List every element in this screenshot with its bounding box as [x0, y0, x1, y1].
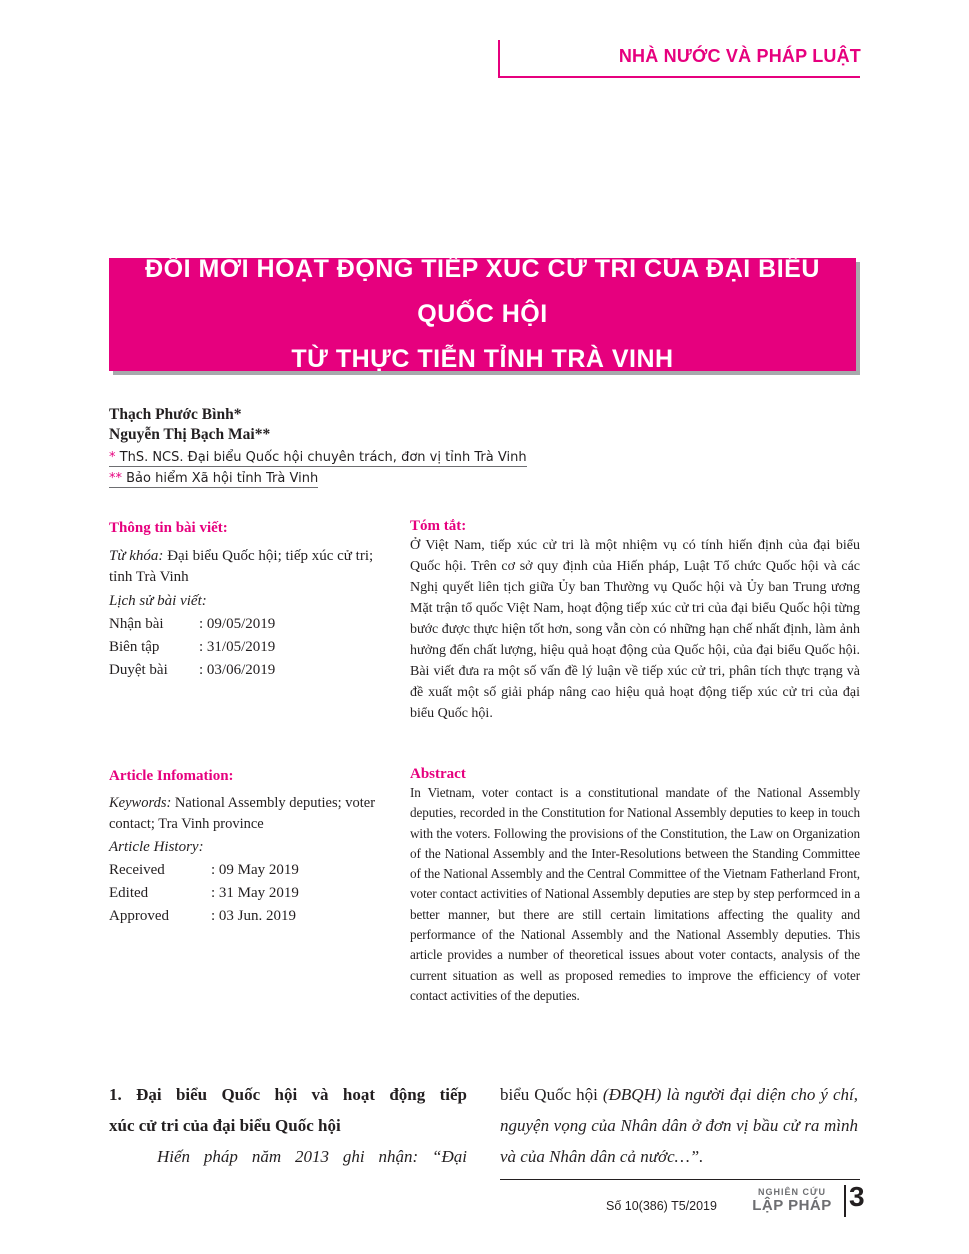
history-label: Article History: [109, 839, 204, 855]
article-info-heading: Thông tin bài viết: [109, 520, 228, 536]
history-key: Duyệt bài [109, 662, 168, 678]
author-affiliation [109, 471, 318, 488]
keywords-label: Keywords: [109, 795, 172, 811]
history-row [109, 883, 377, 904]
journal-logo-bottom: LẬP PHÁP [752, 1197, 832, 1214]
issue-info: Số 10(386) T5/2019 [606, 1199, 717, 1213]
history-list [109, 614, 377, 681]
history-row [109, 860, 377, 881]
keywords-label: Từ khóa: [109, 548, 164, 564]
body-paragraph: Hiến pháp năm 2013 ghi nhận: “Đại [157, 1147, 467, 1166]
keywords-text: Đại biểu Quốc hội; tiếp xúc cử tri; tỉnh Trà Vinh [109, 548, 374, 585]
history-row [109, 637, 377, 658]
history-key: Edited [109, 885, 149, 901]
journal-logo-top: NGHIÊN CỨU [758, 1187, 826, 1197]
section-label: NHÀ NƯỚC VÀ PHÁP LUẬT [618, 46, 861, 66]
history-value: : 09 May 2019 [211, 862, 299, 878]
history-key: Nhận bài [109, 616, 164, 632]
keywords-block [109, 793, 377, 835]
history-key: Received [109, 862, 165, 878]
header-rule-vertical [498, 40, 500, 78]
title-line-2: TỪ THỰC TIỄN TỈNH TRÀ VINH [291, 345, 674, 373]
history-value: : 31/05/2019 [199, 639, 276, 655]
affiliation-text: ThS. NCS. Đại biểu Quốc hội chuyên trách, đơn vị tỉnh Trà Vinh [119, 450, 527, 465]
title-line-1: ĐỔI MỚI HOẠT ĐỘNG TIẾP XÚC CỬ TRI CỦA ĐẠI BIỂU QUỐC HỘI [145, 255, 820, 328]
keywords-block [109, 546, 377, 588]
history-value: : 03 Jun. 2019 [211, 908, 297, 924]
article-info-en [109, 766, 377, 927]
body-paragraph [500, 1079, 858, 1172]
page-number-separator [844, 1185, 846, 1217]
affiliation-mark: ** [109, 471, 122, 486]
history-row [109, 906, 377, 927]
history-row [109, 614, 377, 635]
keywords-text: National Assembly deputies; voter contact; Tra Vinh province [109, 795, 376, 832]
history-value: : 09/05/2019 [199, 616, 276, 632]
header-rule-horizontal [500, 76, 860, 78]
summary-vi [410, 518, 860, 724]
section-heading-cont: xúc cử tri của đại biểu Quốc hội [109, 1116, 341, 1135]
summary-text: Ở Việt Nam, tiếp xúc cử tri là một nhiệm vụ có tính hiến định của đại biểu Quốc hội. Trên cơ sở quy định của Hiến pháp, Luật Tổ chức Quốc hội và các Nghị quyết liên tịch giữa Ủy ban Thường vụ Quốc hội và Ủy ban Trung ương Mặt trận tổ quốc Việt Nam, hoạt động tiếp xúc cử tri của đại biểu Quốc hội từng bước được thực hiện tốt hơn, song vẫn còn có những hạn chế nhất định, làm ảnh hưởng đến chất lượng, hiệu quả hoạt động của Quốc hội, của đại biểu Quốc hội. Bài viết đưa ra một số vấn đề lý luận về tiếp xúc cử tri, phân tích thực trạng và đề xuất một số giải pháp nâng cao hiệu quả hoạt động tiếp xúc cử tri của đại biểu Quốc hội. [410, 538, 860, 721]
body-column-left [109, 1079, 467, 1172]
body-text-italic: (ĐBQH) là người đại diện cho ý chí, nguyện vọng của Nhân dân ở đơn vị bầu cử ra mình và của Nhân dân cả nước…”. [500, 1085, 858, 1166]
abstract-en [410, 766, 860, 1006]
abstract-heading: Abstract [410, 766, 466, 782]
journal-logo [747, 1186, 837, 1214]
affiliation-text: Bảo hiểm Xã hội tỉnh Trà Vinh [126, 471, 319, 486]
body-column-right [500, 1079, 858, 1172]
section-heading: 1. Đại biểu Quốc hội và hoạt động tiếp [109, 1085, 467, 1104]
history-row [109, 660, 377, 681]
summary-heading: Tóm tắt: [410, 518, 467, 534]
article-info-heading: Article Infomation: [109, 768, 234, 784]
article-title [109, 255, 856, 373]
body-text-upright: biểu Quốc hội [500, 1085, 598, 1104]
history-label: Lịch sử bài viết: [109, 593, 207, 609]
history-key: Approved [109, 908, 169, 924]
affiliation-mark: * [109, 450, 116, 465]
author-affiliation [109, 450, 527, 467]
history-key: Biên tập [109, 639, 160, 655]
footer-rule [500, 1179, 860, 1180]
history-value: : 31 May 2019 [211, 885, 299, 901]
abstract-text: In Vietnam, voter contact is a constitutional mandate of the National Assembly deputies, recorded in the Constitution for National Assembly deputies to keep in touch with the voters. Following the provisions of the Constitution, the Law on Organization of the National Assembly and the Inter-Resolutions between the Standing Committee of the National Assembly and the Central Committee of the Vietnam Fatherland Front, voter contact activities of National Assembly deputies are step by step performced in a better manner, but there are still certain limitations affecting the quality and performance of the National Assembly and the National Assembly deputies. This article provides a number of theoretical issues about voter contacts, analysis of the current situation as well as proposed remedies to improve the efficiency of voter contact activities of the deputies. [410, 785, 860, 1003]
article-info-vi [109, 518, 377, 681]
page-number: 3 [849, 1181, 865, 1212]
history-value: : 03/06/2019 [199, 662, 276, 678]
author-name: Thạch Phước Bình* [109, 406, 242, 423]
author-name: Nguyễn Thị Bạch Mai** [109, 426, 271, 443]
history-list [109, 860, 377, 927]
